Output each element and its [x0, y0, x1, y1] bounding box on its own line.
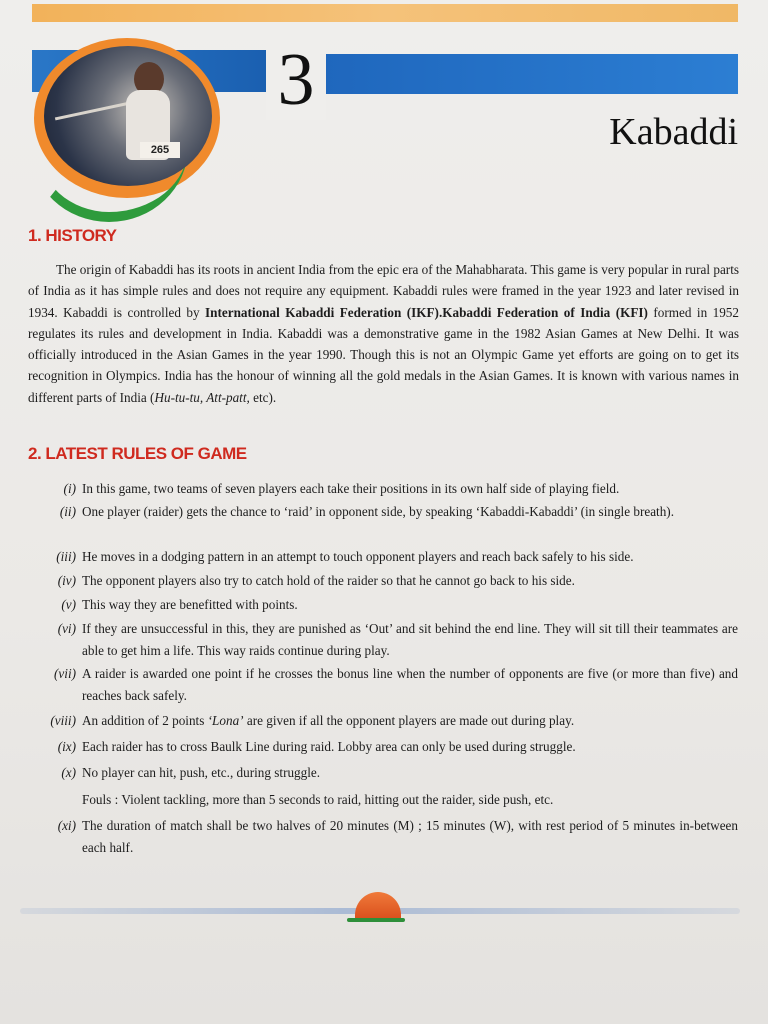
rule-number: (vii) [54, 666, 76, 681]
rule-number: (vi) [57, 621, 76, 636]
rule-text: If they are unsuccessful in this, they are punished as ‘Out’ and sit behind the end line. They will sit till their teammates are able to get him a life. This way raids continue during play. [82, 621, 738, 658]
rule-number: (xi) [57, 818, 76, 833]
footer-logo-bar [347, 918, 405, 922]
rule-item [61, 594, 738, 616]
section-heading-rules: 2. LATEST RULES OF GAME [28, 444, 247, 463]
history-ikf: International Kabaddi Federation (IKF). [205, 304, 443, 320]
history-names: Hu-tu-tu, Att-patt, [154, 389, 250, 405]
fouls-text: Fouls : Violent tackling, more than 5 seconds to raid, hitting out the raider, side push, etc. [82, 792, 554, 807]
rule-item [54, 663, 738, 706]
chapter-number: 3 [266, 40, 326, 120]
rule-text-before: An addition of 2 points [82, 713, 208, 728]
rule-text: This way they are benefitted with points. [82, 597, 298, 612]
rule-text: He moves in a dodging pattern in an attempt to touch opponent players and reach back safely to his side. [82, 549, 634, 564]
rule-text: A raider is awarded one point if he crosses the bonus line when the number of opponents are five (or more than five) and reaches back safely. [82, 666, 738, 703]
athlete-photo [44, 46, 212, 186]
rule-item [61, 762, 738, 784]
rule-number: (v) [61, 597, 76, 612]
rule-text: One player (raider) gets the chance to ‘raid’ in opponent side, by speaking ‘Kabaddi-Kabaddi’ (in single breath). [82, 504, 674, 519]
footer-logo [355, 888, 403, 928]
rule-number: (ix) [57, 739, 76, 754]
rule-text [82, 713, 574, 728]
athlete-bib: 265 [140, 142, 180, 158]
chapter-title: Kabaddi [609, 111, 738, 153]
section-heading-history: 1. HISTORY [28, 226, 117, 245]
rule-item [57, 815, 738, 858]
rule-item [82, 789, 738, 811]
rule-item [57, 618, 738, 661]
rule-number: (viii) [50, 713, 76, 728]
rule-item [57, 736, 738, 758]
rule-item [63, 478, 738, 500]
rule-text: The opponent players also try to catch hold of the raider so that he cannot go back to his side. [82, 573, 575, 588]
rule-number: (ii) [59, 504, 76, 519]
rule-number: (iv) [57, 573, 76, 588]
rule-item [57, 570, 738, 592]
rule-item [56, 546, 738, 568]
footer-logo-sun [355, 892, 401, 920]
history-paragraph [28, 259, 739, 408]
history-text-3: etc). [249, 389, 277, 405]
chapter-photo [28, 32, 224, 200]
chapter-band-right [324, 54, 738, 94]
rule-number: (iii) [56, 549, 76, 564]
history-text-1: The origin of Kabaddi has its roots in ancient India from the epic era of the Mahabharata. This game is very popular in rural parts of India as it has simple rules and does not require any equipment. Kabaddi rules were framed in the year 1923 and later revised in 1934. Kabaddi is controlled by [28, 262, 739, 320]
rule-text-after: are given if all the opponent players are made out during play. [243, 713, 575, 728]
rule-text: Each raider has to cross Baulk Line during raid. Lobby area can only be used during struggle. [82, 739, 576, 754]
rule-text: The duration of match shall be two halves of 20 minutes (M) ; 15 minutes (W), with rest period of 5 minutes in-between each half. [82, 818, 738, 855]
rule-number: (x) [61, 765, 76, 780]
history-text-2: formed in 1952 regulates its rules and development in India. Kabaddi was a demonstrative game in the 1982 Asian Games at New Delhi. It was officially introduced in the Asian Games in the year 1990. Though this is not an Olympic Game yet efforts are going on to get its recognition in Olympics. India has the honour of winning all the gold medals in the Asian Games. It is known with various names in different parts of India ( [28, 304, 739, 405]
rule-number: (i) [63, 481, 76, 496]
history-kfi: Kabaddi Federation of India (KFI) [442, 304, 648, 320]
top-decorative-band [32, 4, 738, 22]
rule-item [59, 501, 738, 523]
rule-lona: ‘Lona’ [207, 713, 244, 728]
rule-item [50, 710, 738, 732]
rule-text: In this game, two teams of seven players each take their positions in its own half side of playing field. [82, 481, 620, 496]
rule-text: No player can hit, push, etc., during struggle. [82, 765, 321, 780]
